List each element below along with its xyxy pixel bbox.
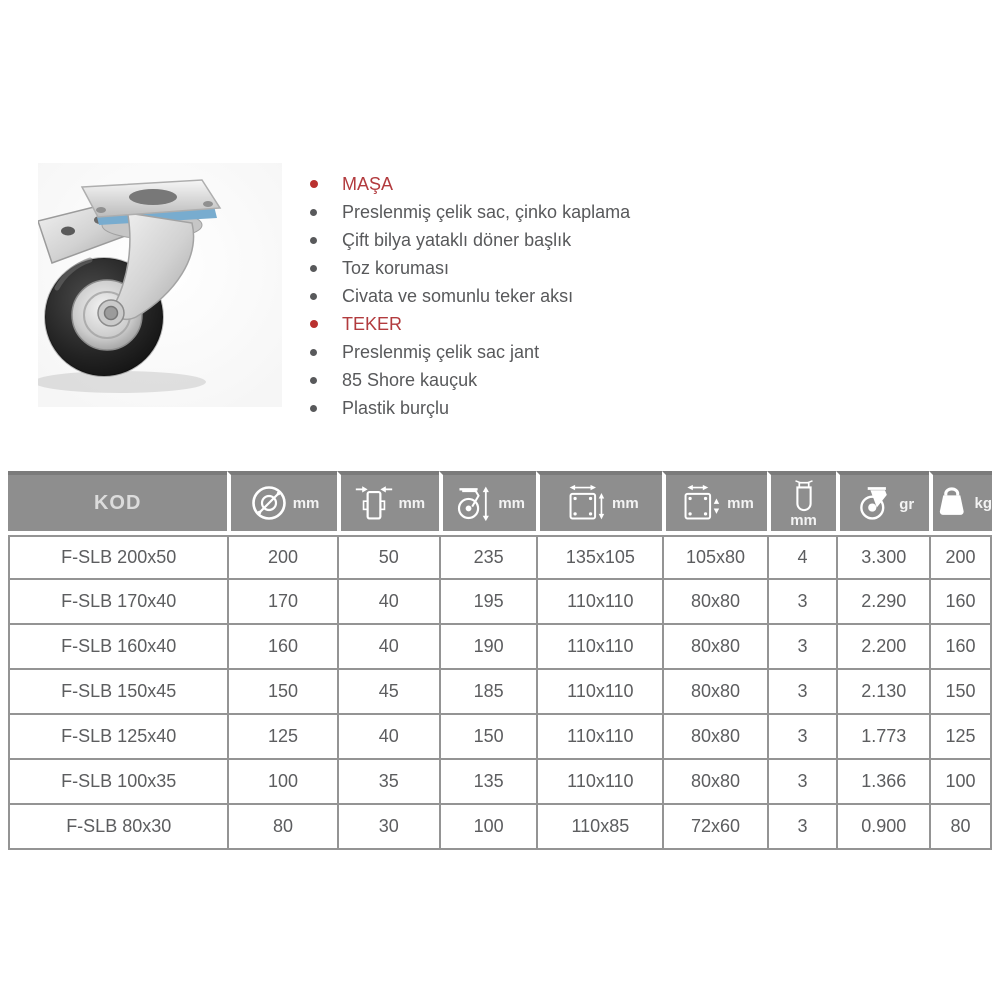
cell: 195: [439, 580, 536, 625]
unit-label: mm: [498, 494, 526, 512]
cell: 150: [439, 715, 536, 760]
cell: 1.773: [836, 715, 928, 760]
cell: 3: [767, 580, 837, 625]
cell: 150: [929, 670, 992, 715]
col-header-wheel-diameter: [227, 471, 336, 535]
table-row: [8, 625, 992, 670]
bullet-icon: [310, 320, 318, 328]
cell-kod: F-SLB 125x40: [8, 715, 227, 760]
unit-label: gr: [899, 496, 915, 513]
table-row: [8, 805, 992, 850]
unit-label: mm: [612, 494, 639, 512]
cell-kod: F-SLB 100x35: [8, 760, 227, 805]
feature-label: Plastik burçlu: [342, 398, 450, 418]
unit-label: mm: [790, 511, 817, 529]
cell: 80x80: [662, 670, 766, 715]
feature-label: MAŞA: [342, 174, 394, 194]
list-item: [302, 366, 630, 394]
cell: 40: [337, 715, 439, 760]
list-item-heading: [302, 310, 630, 338]
caster-photo-icon: [38, 163, 282, 407]
col-header-hole-spacing: [662, 471, 766, 535]
list-item-heading: [302, 170, 630, 198]
bullet-icon: [310, 293, 317, 300]
cell: 190: [439, 625, 536, 670]
cell: 100: [439, 805, 536, 850]
bolt-diameter-icon: [787, 478, 821, 512]
wheel-diameter-icon: [249, 483, 289, 523]
cell: 110x85: [536, 805, 662, 850]
table-row: [8, 670, 992, 715]
cell: 50: [337, 535, 439, 580]
cell: 125: [929, 715, 992, 760]
bullet-icon: [310, 180, 318, 188]
cell-kod: F-SLB 160x40: [8, 625, 227, 670]
cell: 45: [337, 670, 439, 715]
plate-size-icon: [564, 483, 608, 523]
unit-label: mm: [398, 494, 426, 512]
cell: 0.900: [836, 805, 928, 850]
load-capacity-icon: [933, 484, 971, 522]
cell: 170: [227, 580, 336, 625]
cell: 105x80: [662, 535, 766, 580]
col-header-kod: [8, 471, 227, 535]
list-item: [302, 254, 630, 282]
cell: 110x110: [536, 715, 662, 760]
col-header-bolt-diameter: [767, 471, 837, 535]
col-header-load-capacity: [929, 471, 992, 535]
feature-list: [302, 170, 630, 422]
cell: 80x80: [662, 715, 766, 760]
table-row: [8, 760, 992, 805]
cell: 1.366: [836, 760, 928, 805]
cell: 110x110: [536, 760, 662, 805]
cell: 80: [227, 805, 336, 850]
unit-label: mm: [727, 494, 754, 512]
feature-label: Toz koruması: [342, 258, 450, 278]
cell: 3: [767, 805, 837, 850]
unit-label: mm: [292, 494, 320, 512]
list-item: [302, 198, 630, 226]
cell: 2.290: [836, 580, 928, 625]
cell: 150: [227, 670, 336, 715]
bullet-icon: [310, 405, 317, 412]
cell: 3.300: [836, 535, 928, 580]
cell-kod: F-SLB 170x40: [8, 580, 227, 625]
cell: 200: [227, 535, 336, 580]
cell: 185: [439, 670, 536, 715]
feature-label: TEKER: [342, 314, 403, 334]
cell: 80x80: [662, 625, 766, 670]
bullet-icon: [310, 377, 317, 384]
cell: 3: [767, 715, 837, 760]
feature-label: Çift bilya yataklı döner başlık: [342, 230, 572, 250]
cell: 3: [767, 670, 837, 715]
cell-kod: F-SLB 150x45: [8, 670, 227, 715]
cell: 160: [929, 625, 992, 670]
header-row: [8, 471, 992, 535]
cell: 135x105: [536, 535, 662, 580]
cell: 3: [767, 625, 837, 670]
cell: 135: [439, 760, 536, 805]
cell: 35: [337, 760, 439, 805]
cell: 2.130: [836, 670, 928, 715]
cell: 40: [337, 580, 439, 625]
cell: 110x110: [536, 670, 662, 715]
list-item: [302, 282, 630, 310]
cell: 3: [767, 760, 837, 805]
bullet-icon: [310, 209, 317, 216]
cell: 80x80: [662, 760, 766, 805]
list-item: [302, 338, 630, 366]
table-row: [8, 715, 992, 760]
cell: 100: [227, 760, 336, 805]
bullet-icon: [310, 349, 317, 356]
spec-table: [8, 471, 992, 850]
wheel-width-icon: [354, 483, 394, 523]
cell: 72x60: [662, 805, 766, 850]
bullet-icon: [310, 237, 317, 244]
col-header-plate-size: [536, 471, 662, 535]
cell: 160: [227, 625, 336, 670]
unit-label: kg: [974, 495, 992, 512]
hole-spacing-icon: [679, 483, 723, 523]
cell: 80: [929, 805, 992, 850]
feature-label: 85 Shore kauçuk: [342, 370, 478, 390]
cell: 200: [929, 535, 992, 580]
cell: 40: [337, 625, 439, 670]
cell: 110x110: [536, 580, 662, 625]
cell: 110x110: [536, 625, 662, 670]
list-item: [302, 394, 630, 422]
cell: 160: [929, 580, 992, 625]
feature-label: Preslenmiş çelik sac, çinko kaplama: [342, 202, 631, 222]
cell: 4: [767, 535, 837, 580]
cell: 2.200: [836, 625, 928, 670]
bullet-icon: [310, 265, 317, 272]
col-header-mount-height: [439, 471, 536, 535]
cell: 30: [337, 805, 439, 850]
cell: 125: [227, 715, 336, 760]
table-row: [8, 535, 992, 580]
caster-weight-icon: [855, 483, 895, 523]
cell: 100: [929, 760, 992, 805]
cell: 235: [439, 535, 536, 580]
kod-label: KOD: [93, 491, 142, 514]
cell-kod: F-SLB 200x50: [8, 535, 227, 580]
feature-label: Civata ve somunlu teker aksı: [342, 286, 574, 306]
feature-label: Preslenmiş çelik sac jant: [342, 342, 540, 362]
cell: 80x80: [662, 580, 766, 625]
product-image: [38, 163, 282, 407]
col-header-caster-weight: [836, 471, 928, 535]
list-item: [302, 226, 630, 254]
mount-height-icon: [454, 483, 494, 523]
cell-kod: F-SLB 80x30: [8, 805, 227, 850]
table-row: [8, 580, 992, 625]
col-header-wheel-width: [337, 471, 439, 535]
